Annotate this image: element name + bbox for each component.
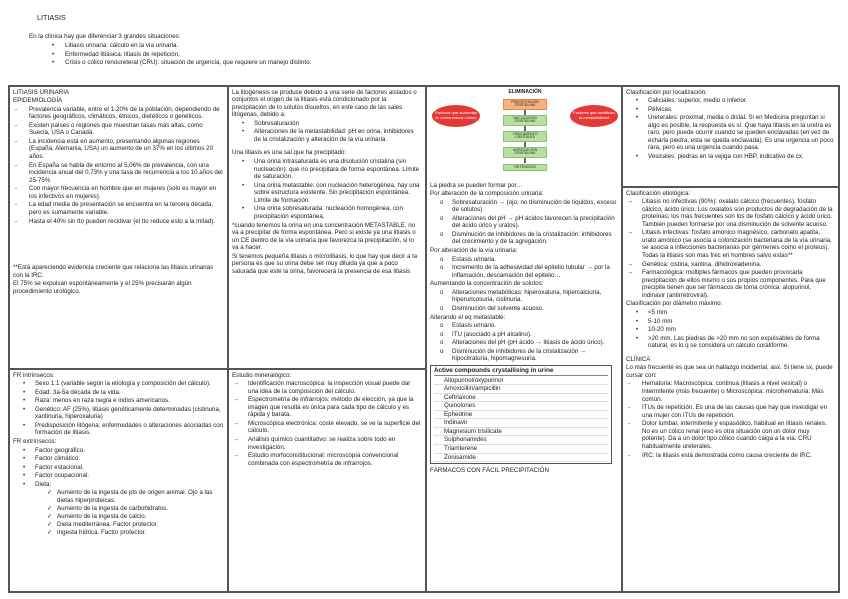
page-title: LITIASIS [37,13,66,22]
epidemiology-cell [9,86,228,369]
intro-list [52,42,449,67]
list-item: o Alteraciones del pH → pH ácidos favorecen la precipitación del ácido úrico y uratos). [430,215,618,230]
drug-row: Indinavir [434,419,608,428]
list-item: - Existen países o regiones que muestran tasas más altas, como Suecia, USA o Canadá. [13,122,224,137]
diet-item: ✓ Dieta mediterránea. Factor protector. [13,521,224,529]
down-arrow-icon [524,158,526,163]
paragraph: *cuando tenemos la orina en una concentración METASTABLE, no va a precipitar de forma espontánea. Pero si existe ya una litiasis o un CE dentro de la vía urinaria que favorezca la precipitación, si lo va a hacer. [232,221,416,252]
paragraph: La litogénesis se produce debido a una serie de factores aislados o conjuntos el origen de la litiasis está condicionado por la precipitación de lo solutos disueltos, en este caso de las sales litógenas, debido a: [232,88,417,119]
drug-row: Zonisamide [434,454,608,463]
drug-row: Quinolones [434,402,608,411]
intro-item: • Litiasis urinaria: cálculo en la vía urinaria. [52,42,449,50]
list-item: • Genético: AF (25%), litiasis genéticamente determinadas (cistinuria, xantinuria, hiperoxaluria) [13,406,224,421]
list-item: • Factor ocupacional. [13,472,224,480]
list-item: - Dolor lumbar, intermitente y espasódico, habitual en litiasis renales. No es un cólico renal (eso es otra situación con un dolor muy potente). Da a un dolor tipo cólico cuando caiga a la vía. CRU habitualmente ureterales. [626,420,835,450]
caption: FÁRMACOS CON FÁCIL PRECIPITACIÓN [430,467,549,475]
list-item: o Disminución del solvente acuoso. [430,305,618,313]
section-subheading: EPIDEMIOLOGÍA [13,97,63,105]
list-item: - Con mayor frecuencia en hombre que en mujeres (solo es mayor en los infectivos en mujeres). [13,185,224,200]
list-item: - En España se habla de entorno al 5,06% de prevalencia, con una incidencia anual del 0,73% y una tasa de recurrencia a los 10 años del 25-75% [13,162,224,185]
list-item: o Estasis urinario. [430,322,618,330]
paragraph: Si tenemos pequeña litiasis o microlitiasis, lo que hay que decir a la persona es que su orina debe ser muy diluida ya que a poco saturada que esté la orina, favorecerá la presencia de esa litiasis [232,252,418,275]
list-item: • Sexo 1:1 (variable según la etiología y composición del cálculo). [13,380,224,388]
list-item: o Incremento de la adhesividad del epitelio tubular → por la inflamación, descamación del epitelio… [430,264,618,279]
list-item: • Predisposición litógena: enfermedades o alteraciones asociadas con formación de litiasis. [13,422,224,437]
list-item: → Litiasis no infectivas (90%): oxalato cálcico (frecuentes), fosfato cálcico, ácido úrico. Los oxalatos son productos de degradación de la proteínas; los más frecuentes son los de fosfato cálcico y ácido úrico. También pueden formarse por una disminución de solvente acuoso. [626,198,835,228]
list-item: • Una orina intrasaturada es una disolución cristalina (sin nucleación): que no precipitara de forma espontánea. Límite de saturación. [232,158,422,181]
drug-row: Ephedrine [434,411,608,420]
list-item: - ITUs de repetición. Es una de las causas que hay que investigar en una mujer con ITUs de repetición. [626,404,835,419]
list-item: - Prevalencia variable, entre el 1-20% de la población, dependiendo de factores geográficos, climáticos, étnicos, dietéticos o genéticos. [13,106,224,121]
intro-item: • Crisis o cólico renoureteral (CRU): situación de urgencia, que requiere un manejo distinto. [52,59,449,67]
list-item: o Disminución de inhibidores de la cristalización → hipocitraturia, hipomagnesuria. [430,348,618,363]
list-item: • Dieta: [13,481,224,489]
list-item: - La edad media de presentación se encuentra en la tercera década, pero es sumamente variable. [13,201,224,216]
list-item: → Farmacológica: múltiples fármacos que pueden provocarla precipitación de ellos mismo o sus propios componentes. Para que precipite tienen que ser fármacos de toma crónica: alopurinol, indinavir (antirretroviral). [626,269,835,299]
subheading: Alterando el eq metastable: [430,313,506,321]
diagram-stage: NUCLEACIÓN CRISTALINA [503,115,547,127]
list-item: o Alteraciones metabólicas: hiperoxaluria, hipercalciuria, hiperuricosuria, cistinuria. [430,289,618,304]
list-item: → Genética: cistina, xantina, dihidroxiadenina. [626,261,835,269]
section-heading: Clasificación por diámetro máximo: [626,300,723,308]
list-item: • 5-10 mm [626,318,835,326]
intro-section [29,33,449,68]
subheading: Por alteración de la vía urinaria: [430,247,518,254]
risk-factors-cell [9,369,228,592]
subheading: Aumentando la concentración de solutos: [430,280,544,288]
drug-table [430,365,612,464]
list-item: • Ureterales: proximal, media o distal. Si en Medicina preguntan si algo es posible, la respuesta es sí. Que haya litiasis en la uretra es raro, pero puede ocurrir cuando se queden enclavadas (en vez de echarla piedra, esta se queda enclavada). Es una urgencia un poco rara, pero es una urgencia cuando pasa. [626,114,835,152]
list-item: - IRC: la litiasis está demostrada como causa creciente de IRC. [626,452,835,460]
diagram-stage: PRECIPITACIÓN CRISTALINA [503,99,547,111]
diagram-stage: AGREGACIÓN CRISTALINA [503,147,547,159]
note: El 75% se expulsan espontáneamente y el 25% precisarán algún procedimiento urológico. [13,280,192,295]
left-oval: Factores que aumentan la concentración soluto [432,105,480,127]
drug-row: Triamterene [434,445,608,454]
list-item: → Análisis químico cuantitativo: se realiza sobre todo en investigación. [232,436,422,451]
list-item: • Factor estacional. [13,464,224,472]
list-item: • Una orina sobresaturada: nucleación homogénea, con precipitación espontánea. [232,205,422,220]
list-item: - Hasta el 40% sin tto pueden recidivar (el tto reduce esto a la mitad). [13,218,224,226]
list-item: • >20 mm. Las piedras de >20 mm no son expulsables de forma natural, es lo q se considera un cálculo coraliforme. [626,335,835,350]
section-heading: Clasificación por localización: [626,88,707,96]
list-item: • Edad: 3a-5a década de la vida. [13,389,224,397]
diet-item: ✓ Aumento de la ingesta de carbohidratos. [13,505,224,513]
list-item: → Estudio morfoconstitucional: microscopía convencional combinada con espectrometría de infrarrojos. [232,452,422,467]
section-heading: Estudio mineralógico: [232,371,292,379]
drug-row: Allopurinol/oxypurinol [434,377,608,386]
subheading: Por alteración de la composición urinaria: [430,190,544,198]
drug-row: Amoxicillin/ampicillin [434,385,608,394]
section-heading: FR intrínsecos: [13,371,55,379]
list-item: - La incidencia está en aumento, presentando algunas regiones (España, Alemania, USA) un aumento de un 37% en los últimos 20 años. [13,138,224,161]
paragraph: Una litiasis es una sal que ha precipitado: [232,149,347,157]
lithogenesis-diagram [430,89,620,179]
list-item: → Identificación macroscópica: la inspección visual puede dar una idea de la composición del cálculo. [232,380,422,395]
list-item: • Caliciales: superior, medio o inferior. [626,97,835,105]
list-item: • Raza: menos en raza negra e indios americanos. [13,397,224,405]
drug-row: Magnesium trisilicate [434,428,608,437]
list-item: o Disminución de inhibidores de la cristalización: inhibidores del crecimiento y de la agregación. [430,231,618,246]
list-item: • Una orina metastable: con nucleación heterogénea, hay una sobre estructura existente. Sin precipitación espontánea. Límite de formación. [232,182,422,205]
diet-item: ✓ Ingesta hídrica. Factor protector. [13,529,224,537]
intro-item: • Enfermedad litiásica: litiasis de repetición. [52,51,449,59]
diagram-title: ELIMINACIÓN [508,88,542,95]
diet-item: ✓ Aumento de la ingesta de calcio. [13,513,224,521]
section-heading: LITIASIS URINARIA [13,88,70,96]
diet-item: ✓ Aumento de la ingesta de pts de origen animal. Ojo a las dietas hiperproteicas. [13,489,224,504]
drug-table-title: Active compounds crystallising in urine [434,367,608,376]
drug-row: Ceftriaxone [434,394,608,403]
list-item: • Pélvicas. [626,106,835,114]
list-item: • <5 mm [626,309,835,317]
list-item: → Microscópica electrónica: coste elevado, se ve la superficie del cálculo. [232,420,422,435]
section-heading: Clasificación etiológica: [626,189,691,197]
list-item: • Alteraciones de la metastabilidad: pH en orina, inhibidores de la cristalización y alteración de la vía urinaria. [232,128,422,143]
list-item: • Factor geográfico. [13,447,224,455]
diagram-stage: RETENCIÓN [503,164,547,172]
list-item: → Espectrometría de infrarrojos: método de elección, ya que la imagen que resulta es única para cada tipo de cálculo y es rápida y barata. [232,396,422,419]
list-item: • Vesicales: piedras en la vejiga con HBP, indicativo de cx. [626,153,835,161]
location-cell [622,86,839,187]
etiology-cell [622,187,839,592]
lithogenesis-cell [228,86,426,369]
paragraph: Lo más frecuente es que sea un hallazgo incidental, asx. Si tiene sx, puede cursar con: [626,364,833,379]
list-item: • Sobresaturación [232,120,422,128]
drug-row: Sulphonamides [434,436,608,445]
formation-cell [426,86,622,592]
right-oval: Factores que modifican la metastabilidad [570,105,618,127]
intro-lead: En la clínica hay que diferenciar 3 grandes situaciones: [29,33,181,40]
list-item: → Litiasis infectivas: fosfato amónico magnésico, carbonato apatita, urato amónico (se asocia a colonización bacteriana de la vía urinaria, se asocia a infecciones bacterianas por gérmenes como el proteus). Todas la litiasis son mas frec en hombres salvo estas** [626,229,835,259]
content-table [8,85,840,593]
mineralogy-cell [228,369,426,592]
list-item: o Sobresaturación → (ojo; no disminución de líquidos, exceso de solutos) [430,199,618,214]
note: **Está apareciendo evidencia creciente que relaciona las litiasis urinarias con la IRC. [13,264,214,279]
list-item: • 10-20 mm [626,326,835,334]
paragraph: La piedra se pueden formar por… [430,181,523,189]
list-item: • Factor climático. [13,455,224,463]
list-item: o Alteraciones del pH (pH ácido → litiasis de ácido úrico). [430,339,618,347]
section-heading: FR extrínsecos: [13,438,57,445]
list-item: o Estasis urinaria. [430,256,618,264]
section-heading: CLÍNICA [626,355,651,363]
diagram-stage: CRECIMIENTO CRISTALES [503,131,547,143]
list-item: o ITU (asociado a pH alcalino). [430,331,618,339]
list-item: - Hematuria: Macroscópica: continua (litiasis a nivel vesical) o intermitente (más frecuente) o Microscópica: microhematuria. Más común. [626,380,835,403]
